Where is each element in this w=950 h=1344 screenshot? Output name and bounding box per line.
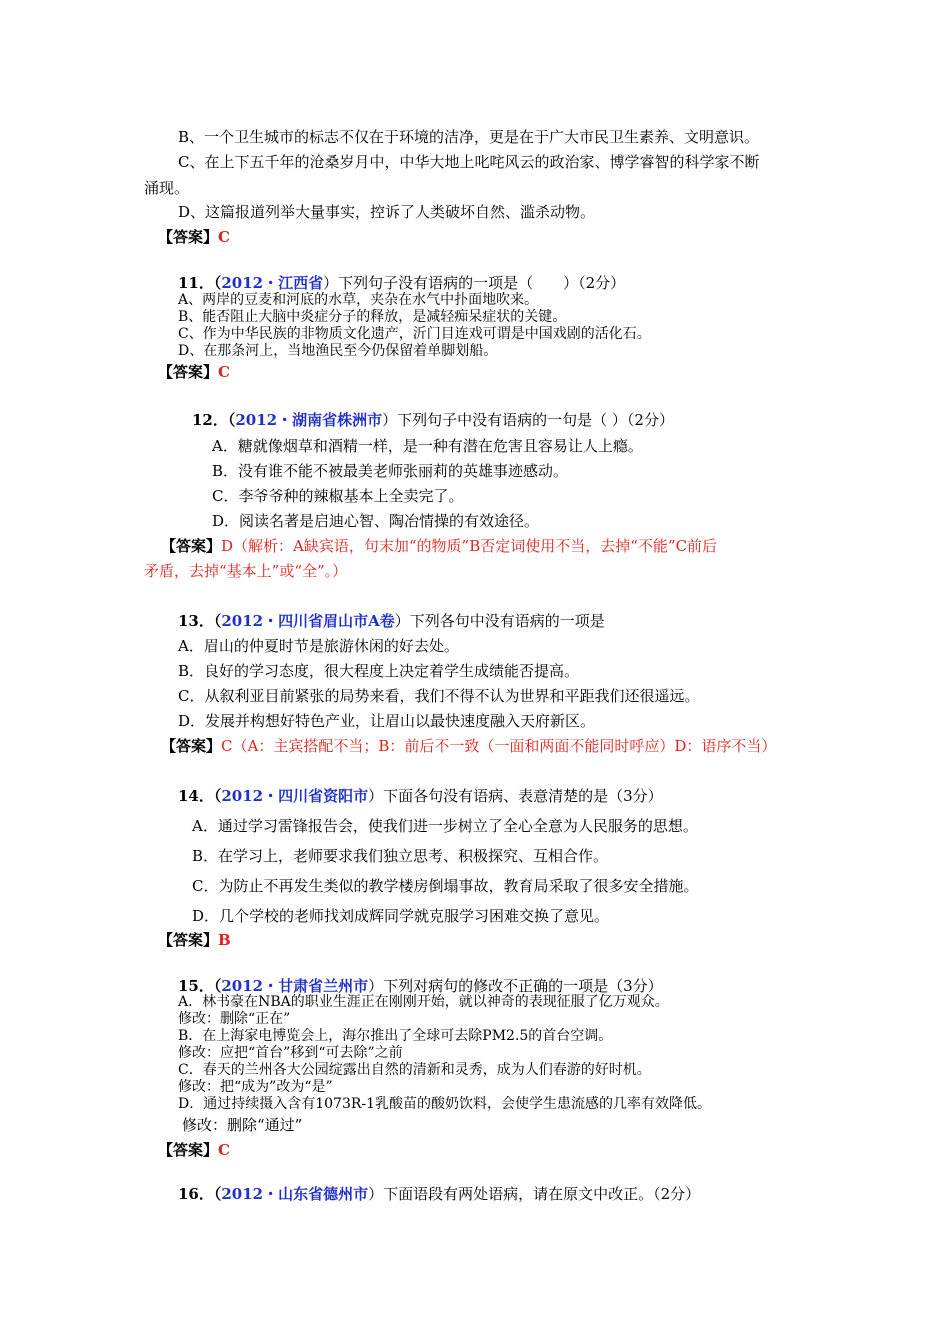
q15-option-d: D．通过持续摄入含有1073R-1乳酸苗的酸奶饮料，会使学生患流感的几率有效降低。 [178, 1096, 712, 1112]
q10-option-b: B、一个卫生城市的标志不仅在于环境的洁净，更是在于广大市民卫生素养、文明意识。 [178, 128, 760, 146]
q11-option-a: A、两岸的豆麦和河底的水草，夹杂在水气中扑面地吹来。 [178, 292, 539, 308]
q14-answer: 【答案】B [158, 931, 231, 949]
q11-option-d: D、在那条河上，当地渔民至今仍保留着单脚划船。 [178, 343, 498, 359]
q15-fix-c: 修改：把“成为”改为“是” [178, 1079, 333, 1095]
q16-stem: 16．（2012・山东省德州市）下面语段有两处语病，请在原文中改正。（2分） [178, 1185, 701, 1203]
q15-fix-b: 修改：应把“首台”移到“可去除”之前 [178, 1045, 403, 1061]
q12-answer-line2: 矛盾，去掉“基本上”或“全”。） [144, 562, 348, 580]
q12-option-a: A．糖就像烟草和酒精一样，是一种有潜在危害且容易让人上瘾。 [212, 437, 643, 455]
q12-answer-line1: 【答案】D（解析：A缺宾语，句末加“的物质”B否定词使用不当，去掉“不能”C前后 [161, 537, 718, 555]
q14-stem: 14．（2012・四川省资阳市）下面各句没有语病、表意清楚的是（3分） [178, 787, 663, 805]
q10-option-d: D、这篇报道列举大量事实，控诉了人类破坏自然、滥杀动物。 [178, 203, 596, 221]
q13-option-d: D．发展并构想好特色产业，让眉山以最快速度融入天府新区。 [178, 712, 596, 730]
q15-option-c: C．春天的兰州各大公园绽露出自然的清新和灵秀，成为人们春游的好时机。 [178, 1062, 651, 1078]
q11-option-c: C、作为中华民族的非物质文化遗产，沂门目连戏可谓是中国戏剧的活化石。 [178, 326, 651, 342]
q14-option-d: D．几个学校的老师找刘成辉同学就克服学习困难交换了意见。 [192, 907, 610, 925]
q12-option-d: D．阅读名著是启迪心智、陶冶情操的有效途径。 [212, 512, 540, 530]
q15-option-b: B．在上海家电博览会上，海尔推出了全球可去除PM2.5的首台空调。 [178, 1028, 613, 1044]
q13-answer: 【答案】C（A：主宾搭配不当；B：前后不一致（一面和两面不能同时呼应）D：语序不当） [161, 737, 777, 755]
q12-option-b: B．没有谁不能不被最美老师张丽莉的英雄事迹感动。 [212, 462, 569, 480]
q13-option-c: C．从叙利亚目前紧张的局势来看，我们不得不认为世界和平距我们还很遥远。 [178, 687, 700, 705]
q10-answer: 【答案】C [158, 228, 230, 246]
q15-stem: 15．（2012・甘肃省兰州市）下列对病句的修改不正确的一项是（3分） [178, 977, 663, 995]
q11-option-b: B、能否阻止大脑中炎症分子的释放，是减轻痴呆症状的关键。 [178, 309, 567, 325]
q13-option-b: B．良好的学习态度，很大程度上决定着学生成绩能否提高。 [178, 662, 580, 680]
q13-stem: 13．（2012・四川省眉山市A卷）下列各句中没有语病的一项是 [178, 612, 605, 630]
q14-option-c: C．为防止不再发生类似的教学楼房倒塌事故，教育局采取了很多安全措施。 [192, 877, 699, 895]
q12-option-c: C．李爷爷种的辣椒基本上全卖完了。 [212, 487, 464, 505]
q15-fix-d: 修改：删除“通过” [182, 1116, 303, 1134]
q15-answer: 【答案】C [158, 1141, 230, 1159]
q12-stem: 12．（2012・湖南省株洲市）下列句子中没有语病的一句是（ ）（2分） [192, 411, 674, 429]
q15-fix-a: 修改：删除“正在” [178, 1011, 291, 1027]
q10-option-c-line2: 涌现。 [144, 179, 190, 197]
q11-answer: 【答案】C [158, 363, 230, 381]
q14-option-a: A．通过学习雷锋报告会，使我们进一步树立了全心全意为人民服务的思想。 [192, 817, 698, 835]
q13-option-a: A．眉山的仲夏时节是旅游休闲的好去处。 [178, 637, 459, 655]
q11-stem: 11．（2012・江西省）下列句子没有语病的一项是（ ）（2分） [178, 274, 626, 292]
q14-option-b: B．在学习上，老师要求我们独立思考、积极探究、互相合作。 [192, 847, 609, 865]
q10-option-c-line1: C、在上下五千年的沧桑岁月中，中华大地上叱咤风云的政治家、博学睿智的科学家不断 [178, 153, 760, 171]
q15-option-a: A．林书豪在NBA的职业生涯正在刚刚开始，就以神奇的表现征服了亿万观众。 [178, 994, 669, 1010]
